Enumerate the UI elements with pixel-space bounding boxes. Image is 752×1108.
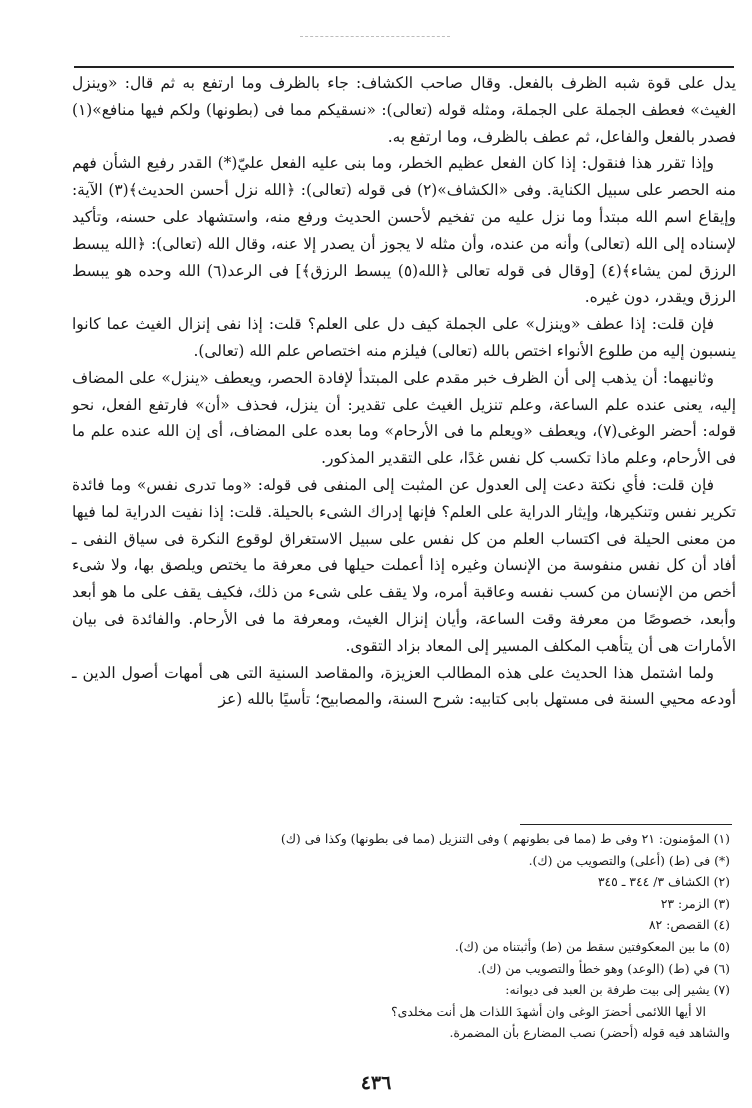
- header-dashed-line: [300, 36, 450, 37]
- footnote-4: (٤) القصص: ٨٢: [648, 917, 730, 933]
- paragraph-5: فإن قلت: فأي نكتة دعت إلى العدول عن المثبت إلى المنفى فى قوله: «وما تدرى نفس» وما فائدة تكرير نفس وتنكيرها، وإيثار الدراية على العلم؟ فإنها إدراك الشىء بالحيلة. قلت: إذا نفيت الدراية لما فيها من معنى الحيلة فى اكتساب العلم من كل نفس على سبيل الاستغراق لوقوع النكرة فى سياق النفى ـ أفاد أن كل نفس منفوسة من الإنسان وغيره إذا أعملت حيلها فى معرفة ما يختص ويلصق بها، ولا شىء أخص من الإنسان من كسب نفسه وعاقبة أمره، ولا يقف على شىء من ذلك، فكيف يقف على ما هو أبعد وأبعد، خصوصًا من معرفة وقت الساعة، وأيان إنزال الغيث، ومعرفة ما فى الأرحام. والفائدة فى بيان الأمارات هى أن يتأهب المكلف المسير إلى المعاد بزاد التقوى.: [72, 475, 736, 655]
- footnote-7: (٧) يشير إلى بيت طرفة بن العبد فى ديوانه:: [505, 982, 730, 998]
- paragraph-1: يدل على قوة شبه الظرف بالفعل. وقال صاحب الكشاف: جاء بالظرف وما ارتفع به ثم قال: «وينزل الغيث» فعطف الجملة على الجملة، ومثله قوله (تعالى): «نسقيكم مما فى (بطونها) ولكم فيها منافع»(١) فصدر بالفعل والفاعل، ثم عطف بالظرف، وما ارتفع به.: [72, 74, 736, 146]
- poetry-verse: [90, 1001, 730, 1023]
- footnote-2: (٢) الكشاف ٣/ ٣٤٤ ـ ٣٤٥: [597, 874, 730, 890]
- footnote-3: (٣) الزمر: ٢٣: [660, 895, 730, 911]
- paragraph-3: فإن قلت: إذا عطف «وينزل» على الجملة كيف دل على العلم؟ قلت: إذا نفى إنزال الغيث عما كانوا ينسبون إليه من طلوع الأنواء اختص بالله (تعالى) فيلزم منه اختصاص علم الله (تعالى).: [72, 315, 736, 360]
- footnotes: [90, 828, 730, 1044]
- footnote-separator: [520, 824, 732, 825]
- page-number: ٤٣٦: [360, 1072, 392, 1094]
- paragraph-2: وإذا تقرر هذا فنقول: إذا كان الفعل عظيم الخطر، وما بنى عليه الفعل عليّ(*) القدر رفيع الشأن فهم منه الحصر على سبيل الكناية. وفى «الكشاف»(٢) فى قوله (تعالى): ﴿الله نزل أحسن الحديث﴾(٣) الآية: وإيقاع اسم الله مبتدأ وما نزل عليه من تفخيم لأحسن الحديث ورفع منه، واستشهاد على حسنه، وتأكيد لإسناده إلى الله (تعالى) وأنه من عنده، وأن مثله لا يجوز أن يصدر إلا عنه، وقال الله (تعالى): ﴿الله يبسط الرزق لمن يشاء﴾(٤) [وقال فى قوله تعالى ﴿الله(٥) يبسط الرزق﴾] فى الرعد(٦) الله وحده هو يبسط الرزق ويقدر، دون غيره.: [72, 154, 736, 307]
- footnote-1: (١) المؤمنون: ٢١ وفى ط (مما فى بطونهم ) وفى التنزيل (مما فى بطونها) وكذا فى (ك): [280, 831, 730, 846]
- header-rule: [74, 66, 734, 68]
- main-text: [72, 70, 736, 713]
- verse-hemistich-2: وان أشهدَ اللذات هل أنت مخلدى؟: [391, 1003, 565, 1019]
- footnote-5: (٥) ما بين المعكوفتين سقط من (ط) وأثبتناه من (ك).: [454, 938, 730, 954]
- paragraph-4: وثانيهما: أن يذهب إلى أن الظرف خبر مقدم على المبتدأ لإفادة الحصر، ويعطف «ينزل» على المضاف إليه، يعنى عنده علم الساعة، وعلم تنزيل الغيث على تقدير: أن ينزل، فحذف «أن» فارتفع الفعل، نحو قوله: أحضر الوغى(٧)، ويعطف «ويعلم ما فى الأرحام» وما بعده على المضاف، أى إن الله عنده علم ما فى الأرحام، وعلم ماذا تكسب كل نفس غدًا، على التقدير المذكور.: [72, 368, 736, 468]
- footnote-7-continuation: والشاهد فيه قوله (أحضر) نصب المضارع بأن المضمرة.: [449, 1025, 730, 1041]
- footnote-star: (*) فى (ط) (أعلى) والتصويب من (ك).: [528, 852, 730, 868]
- paragraph-6: ولما اشتمل هذا الحديث على هذه المطالب العزيزة، والمقاصد السنية التى هى أمهات أصول الدين ـ أودعه محيي السنة فى مستهل بابى كتابيه: شرح السنة، والمصابيح؛ تأسيًا بالله (عز: [72, 663, 736, 709]
- verse-hemistich-1: الا أيها اللائمى أحضرَ الوغى: [568, 1003, 706, 1019]
- footnote-6: (٦) في (ط) (الوعد) وهو خطأ والتصويب من (ك).: [477, 960, 730, 976]
